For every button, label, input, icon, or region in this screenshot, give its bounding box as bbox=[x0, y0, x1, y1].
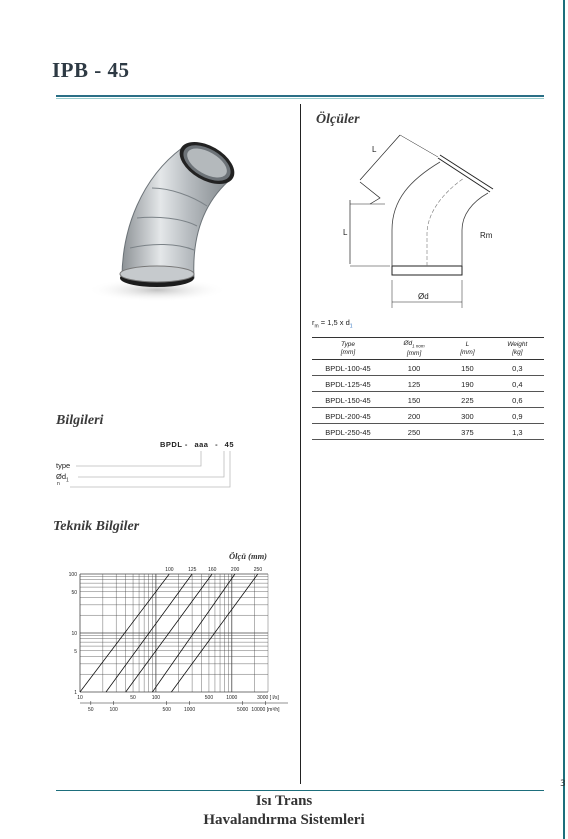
code-prefix: BPDL - bbox=[160, 440, 188, 449]
table-cell: BPDL-125-45 bbox=[312, 376, 384, 392]
rm-sub: m bbox=[314, 323, 319, 330]
technical-heading: Teknik Bilgiler bbox=[53, 519, 140, 534]
table-cell: BPDL-200-45 bbox=[312, 408, 384, 424]
table-cell: 0,3 bbox=[491, 360, 544, 376]
table-cell: 0,9 bbox=[491, 408, 544, 424]
info-heading: Bilgileri bbox=[56, 413, 104, 428]
table-cell: 225 bbox=[444, 392, 490, 408]
series-label: 200 bbox=[230, 567, 240, 573]
table-cell: 0,4 bbox=[491, 376, 544, 392]
series-label: 125 bbox=[188, 567, 197, 573]
x2-tick-label: 10000 [m³/h] bbox=[251, 707, 280, 713]
header-divider-shadow bbox=[56, 98, 544, 99]
x2-tick-label: 1000 bbox=[184, 707, 196, 713]
spec-table-body bbox=[312, 360, 544, 440]
code-dash: - bbox=[215, 440, 219, 449]
field-diameter-sub: 1 bbox=[66, 477, 69, 484]
col-diameter-unit: [mm] bbox=[406, 350, 422, 358]
spec-table-header bbox=[312, 338, 544, 360]
page-title: IPB - 45 bbox=[52, 58, 130, 82]
series-label: 160 bbox=[208, 567, 217, 573]
table-cell: 100 bbox=[384, 360, 444, 376]
col-diameter-sub: 1 nom bbox=[412, 343, 425, 349]
column-divider bbox=[300, 104, 301, 784]
footer-subtitle: Havalandırma Sistemleri bbox=[203, 812, 365, 828]
rm-rest: = 1,5 x d bbox=[318, 318, 350, 327]
table-cell: 200 bbox=[384, 408, 444, 424]
y-tick-label: 5 bbox=[74, 648, 77, 655]
table-cell: 250 bbox=[384, 424, 444, 440]
table-cell: BPDL-150-45 bbox=[312, 392, 384, 408]
col-length bbox=[444, 338, 490, 360]
field-type-label: type bbox=[56, 461, 71, 470]
x-tick-label: 1000 bbox=[226, 695, 238, 701]
col-length-title: L bbox=[465, 341, 470, 349]
table-row bbox=[312, 408, 544, 424]
field-diameter-text: Ød bbox=[56, 472, 67, 481]
x-tick-label: 10 bbox=[77, 695, 83, 701]
table-cell: 1,3 bbox=[491, 424, 544, 440]
code-angle: 45 bbox=[224, 440, 235, 449]
table-cell: 375 bbox=[444, 424, 490, 440]
col-weight bbox=[491, 338, 544, 360]
col-type-title: Type bbox=[340, 341, 355, 349]
x2-tick-label: 50 bbox=[88, 707, 94, 713]
diameter-caption: Ölçü (mm) bbox=[229, 551, 268, 561]
x2-tick-label: 5000 bbox=[237, 707, 249, 713]
col-length-unit: [mm] bbox=[460, 349, 475, 357]
table-row bbox=[312, 360, 544, 376]
x-tick-label: 50 bbox=[130, 695, 136, 701]
product-photo bbox=[82, 108, 262, 308]
x2-tick-label: 100 bbox=[109, 707, 118, 713]
right-edge-rule bbox=[563, 0, 565, 839]
rm-formula bbox=[312, 318, 353, 330]
col-type bbox=[312, 338, 384, 360]
col-type-unit: [mm] bbox=[340, 349, 356, 357]
spec-table bbox=[312, 337, 544, 440]
table-cell: BPDL-100-45 bbox=[312, 360, 384, 376]
length-label: L bbox=[343, 228, 348, 237]
x-tick-label: 100 bbox=[151, 695, 161, 701]
col-diameter bbox=[384, 338, 444, 360]
table-row bbox=[312, 424, 544, 440]
product-code bbox=[160, 440, 234, 449]
table-cell: BPDL-250-45 bbox=[312, 424, 384, 440]
col-weight-unit: [kg] bbox=[512, 349, 523, 357]
series-label: 100 bbox=[165, 567, 174, 573]
y-tick-label: 1 bbox=[74, 690, 77, 696]
diameter-label: Ød bbox=[418, 292, 429, 301]
rm-sub2: 1 bbox=[349, 323, 353, 330]
footer-divider bbox=[56, 790, 544, 791]
table-cell: 150 bbox=[444, 360, 490, 376]
x-tick-label: 500 bbox=[204, 695, 214, 701]
col-weight-title: Weight bbox=[507, 341, 528, 349]
edge-mark: 3 bbox=[560, 779, 566, 789]
y-tick-label: 100 bbox=[68, 572, 77, 578]
table-cell: 190 bbox=[444, 376, 490, 392]
y-tick-label: 10 bbox=[71, 631, 77, 637]
radius-label: Rm bbox=[480, 231, 493, 240]
pressure-drop-chart bbox=[52, 560, 292, 720]
table-cell: 125 bbox=[384, 376, 444, 392]
table-row bbox=[312, 392, 544, 408]
y-tick-label: 50 bbox=[71, 589, 77, 596]
dimension-drawing bbox=[330, 130, 520, 310]
table-cell: 0,6 bbox=[491, 392, 544, 408]
table-cell: 300 bbox=[444, 408, 490, 424]
x2-tick-label: 500 bbox=[162, 707, 171, 713]
x-tick-label: 3000 [ l/s] bbox=[257, 695, 279, 701]
series-label: 250 bbox=[253, 567, 263, 573]
table-cell: 150 bbox=[384, 392, 444, 408]
dimensions-heading: Ölçüler bbox=[316, 112, 360, 127]
table-row bbox=[312, 376, 544, 392]
header-divider bbox=[56, 95, 544, 97]
field-n-label: n bbox=[57, 481, 60, 487]
col-diameter-title: Ød bbox=[403, 340, 413, 347]
rm-symbol: r bbox=[312, 318, 315, 327]
footer-company: Isı Trans bbox=[255, 793, 313, 809]
code-size: aaa bbox=[194, 440, 209, 449]
slant-length-label: L bbox=[372, 145, 377, 154]
code-leader-lines bbox=[56, 449, 236, 494]
